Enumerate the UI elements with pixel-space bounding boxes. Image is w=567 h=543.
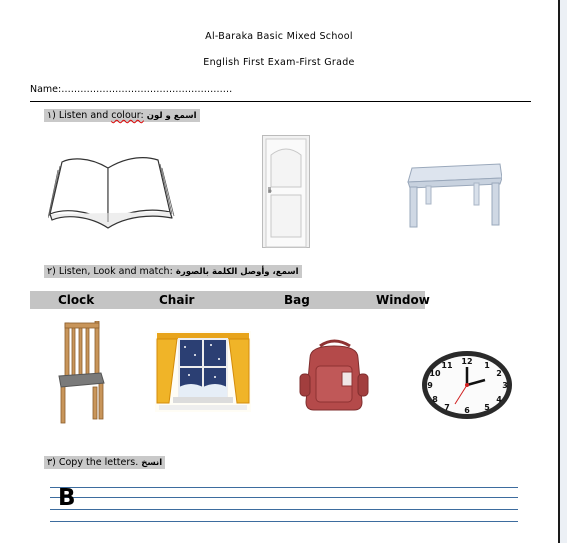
writing-line [50,521,518,522]
door-icon [262,135,310,248]
svg-text:2: 2 [496,369,502,378]
window-icon [155,331,251,412]
match-word-bag: Bag [284,293,310,307]
bag-icon [296,338,372,411]
svg-text:10: 10 [429,369,441,378]
svg-text:12: 12 [461,357,473,366]
svg-text:5: 5 [484,403,490,412]
header-rule [30,101,531,102]
question-3-number: ٣) [47,457,56,468]
writing-line [50,487,518,488]
match-word-chair: Chair [159,293,195,307]
question-2-label [44,265,302,278]
writing-line [50,509,518,510]
svg-text:9: 9 [427,381,433,390]
question-2-arabic: اسمع، وأوصل الكلمة بالصورة [175,267,299,277]
svg-text:3: 3 [502,381,508,390]
question-1-label [44,109,200,122]
chair-icon [55,321,105,424]
writing-line [50,497,518,498]
question-3-label [44,456,165,469]
window-background [560,0,567,543]
svg-text:4: 4 [496,395,502,404]
question-1-number: ١) [47,110,56,121]
name-line: Name:……………………………………………… [30,84,233,95]
svg-text:6: 6 [464,406,470,415]
question-3-arabic: انسخ [141,458,163,468]
question-1-arabic: اسمع و لون [146,111,197,121]
school-title: Al-Baraka Basic Mixed School [205,31,353,42]
exam-title: English First Exam-First Grade [203,57,355,68]
clock-icon [421,350,513,420]
table-icon [406,160,502,230]
copy-letter: B [58,485,76,511]
match-word-window: Window [376,293,430,307]
svg-text:11: 11 [441,361,453,370]
question-1-underlined: colour: [111,110,144,121]
svg-text:1: 1 [484,361,490,370]
svg-text:8: 8 [432,395,438,404]
question-2-number: ٢) [47,266,56,277]
question-2-text: Listen, Look and match: [58,266,173,277]
question-1-text: Listen and [58,110,109,121]
svg-text:7: 7 [444,403,450,412]
question-3-text: Copy the letters. [58,457,139,468]
match-word-clock: Clock [58,293,95,307]
book-icon [48,150,176,234]
